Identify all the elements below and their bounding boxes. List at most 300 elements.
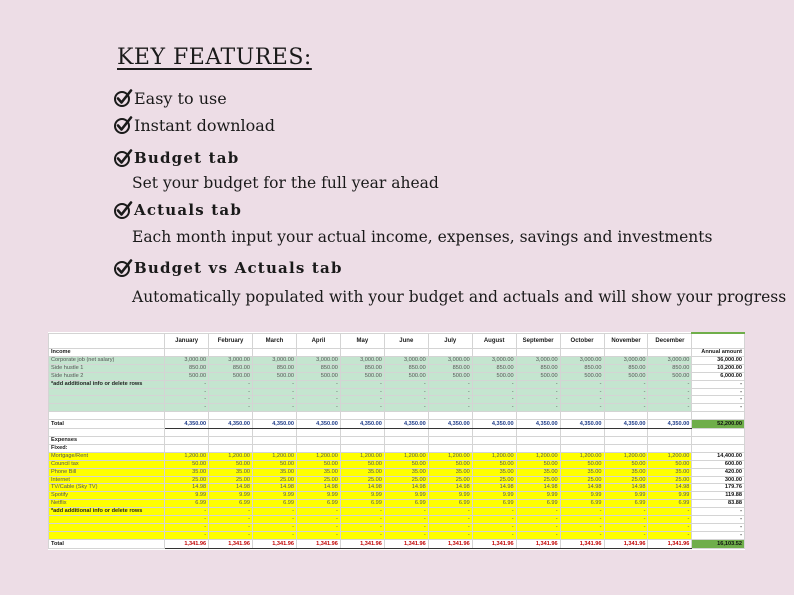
income-value: 850.00	[384, 364, 428, 372]
dash-cell: -	[384, 388, 428, 396]
income-total: 4,350.00	[604, 420, 648, 429]
dash-cell: -	[165, 396, 209, 404]
blank-cell	[428, 429, 472, 437]
check-circle-icon	[113, 200, 133, 220]
dash-cell: -	[604, 531, 648, 539]
income-annual: 10,200.00	[692, 364, 745, 372]
expense-row	[49, 484, 745, 492]
dash-cell: -	[165, 516, 209, 524]
spacer-row	[49, 429, 745, 437]
expense-value: 14.98	[340, 484, 384, 492]
expense-annual-total: 16,103.52	[692, 539, 745, 548]
income-value: 850.00	[560, 364, 604, 372]
expense-value: 9.99	[340, 492, 384, 500]
dash-cell: -	[516, 531, 560, 539]
blank-cell	[209, 444, 253, 452]
blank-cell	[209, 349, 253, 357]
income-value: 3,000.00	[340, 356, 384, 364]
dash-cell: -	[428, 380, 472, 388]
income-value: 850.00	[604, 364, 648, 372]
month-header: September	[516, 333, 560, 349]
income-value: 500.00	[516, 372, 560, 380]
blank-cell	[648, 437, 692, 445]
income-value: 3,000.00	[604, 356, 648, 364]
dash-cell: -	[296, 508, 340, 516]
income-value: 850.00	[472, 364, 516, 372]
expense-value: 25.00	[209, 476, 253, 484]
income-label: Corporate job (net salary)	[49, 356, 165, 364]
expense-label: Phone Bill	[49, 468, 165, 476]
annual-header-spacer	[692, 333, 745, 349]
dash-cell: -	[560, 531, 604, 539]
empty-label	[49, 524, 165, 532]
blank-cell	[428, 437, 472, 445]
month-header: August	[472, 333, 516, 349]
expense-value: 14.98	[472, 484, 516, 492]
expense-value: 6.99	[253, 500, 297, 508]
expense-empty-row	[49, 524, 745, 532]
dash-annual: -	[692, 508, 745, 516]
expense-value: 1,200.00	[340, 452, 384, 460]
expense-value: 35.00	[428, 468, 472, 476]
feature-label: Easy to use	[134, 88, 227, 108]
expense-value: 1,200.00	[209, 452, 253, 460]
check-circle-icon	[113, 115, 133, 135]
blank-cell	[692, 444, 745, 452]
income-total: 4,350.00	[253, 420, 297, 429]
expense-value: 25.00	[472, 476, 516, 484]
dash-cell: -	[384, 380, 428, 388]
expense-value: 14.98	[296, 484, 340, 492]
expense-value: 50.00	[648, 460, 692, 468]
blank-cell	[604, 349, 648, 357]
dash-cell: -	[648, 524, 692, 532]
dash-cell: -	[472, 380, 516, 388]
expense-annual: 300.00	[692, 476, 745, 484]
dash-annual: -	[692, 516, 745, 524]
blank-cell	[209, 437, 253, 445]
income-empty-row	[49, 404, 745, 412]
expense-value: 14.98	[253, 484, 297, 492]
blank-cell	[165, 412, 209, 420]
dash-cell: -	[165, 524, 209, 532]
expense-value: 25.00	[296, 476, 340, 484]
month-header-row	[49, 333, 745, 349]
expense-value: 6.99	[340, 500, 384, 508]
expense-value: 50.00	[472, 460, 516, 468]
expense-value: 1,200.00	[428, 452, 472, 460]
expense-value: 6.99	[648, 500, 692, 508]
dash-cell: -	[384, 531, 428, 539]
dash-cell: -	[165, 404, 209, 412]
dash-cell: -	[604, 380, 648, 388]
check-circle-icon	[113, 148, 133, 168]
dash-cell: -	[209, 516, 253, 524]
budget-spreadsheet-preview	[48, 332, 745, 550]
blank-cell	[209, 412, 253, 420]
dash-cell: -	[384, 524, 428, 532]
income-total: 4,350.00	[428, 420, 472, 429]
expense-value: 9.99	[209, 492, 253, 500]
expense-value: 35.00	[516, 468, 560, 476]
expense-value: 14.98	[209, 484, 253, 492]
dash-cell: -	[648, 508, 692, 516]
blank-cell	[472, 444, 516, 452]
expense-row	[49, 452, 745, 460]
income-total: 4,350.00	[516, 420, 560, 429]
dash-cell: -	[165, 508, 209, 516]
empty-label	[49, 531, 165, 539]
dash-cell: -	[253, 380, 297, 388]
expense-total: 1,341.96	[472, 539, 516, 548]
income-value: 3,000.00	[560, 356, 604, 364]
expense-total: 1,341.96	[516, 539, 560, 548]
dash-cell: -	[209, 396, 253, 404]
expense-label: Internet	[49, 476, 165, 484]
dash-cell: -	[296, 396, 340, 404]
expense-value: 25.00	[340, 476, 384, 484]
empty-label	[49, 404, 165, 412]
dash-cell: -	[253, 508, 297, 516]
expense-value: 50.00	[384, 460, 428, 468]
dash-cell: -	[516, 404, 560, 412]
blank-cell	[253, 444, 297, 452]
dash-cell: -	[209, 524, 253, 532]
blank-cell	[604, 429, 648, 437]
dash-cell: -	[560, 396, 604, 404]
dash-cell: -	[296, 388, 340, 396]
blank-cell	[165, 437, 209, 445]
income-value: 500.00	[428, 372, 472, 380]
blank-cell	[296, 349, 340, 357]
dash-cell: -	[209, 404, 253, 412]
income-title: Income	[49, 349, 165, 357]
blank-cell	[428, 412, 472, 420]
blank-cell	[604, 412, 648, 420]
income-value: 500.00	[604, 372, 648, 380]
expense-label: Spotify	[49, 492, 165, 500]
dash-cell: -	[428, 508, 472, 516]
dash-cell: -	[604, 524, 648, 532]
expense-total: 1,341.96	[604, 539, 648, 548]
dash-cell: -	[516, 396, 560, 404]
blank-cell	[340, 412, 384, 420]
dash-cell: -	[472, 404, 516, 412]
dash-cell: -	[428, 516, 472, 524]
dash-cell: -	[428, 524, 472, 532]
dash-cell: -	[648, 388, 692, 396]
blank-cell	[165, 349, 209, 357]
dash-cell: -	[165, 531, 209, 539]
blank-cell	[296, 429, 340, 437]
expense-value: 6.99	[472, 500, 516, 508]
dash-cell: -	[253, 404, 297, 412]
dash-cell: -	[384, 396, 428, 404]
income-value: 850.00	[428, 364, 472, 372]
blank-cell	[253, 429, 297, 437]
blank-cell	[472, 429, 516, 437]
income-annual: 6,000.00	[692, 372, 745, 380]
expense-value: 6.99	[560, 500, 604, 508]
expense-value: 25.00	[428, 476, 472, 484]
dash-annual: -	[692, 524, 745, 532]
blank-cell	[49, 412, 165, 420]
expense-value: 25.00	[648, 476, 692, 484]
blank-cell	[560, 444, 604, 452]
blank-cell	[560, 429, 604, 437]
blank-cell	[560, 349, 604, 357]
dash-cell: -	[560, 404, 604, 412]
expense-value: 35.00	[472, 468, 516, 476]
expense-value: 9.99	[648, 492, 692, 500]
expense-row	[49, 476, 745, 484]
dash-cell: -	[516, 508, 560, 516]
dash-cell: -	[648, 396, 692, 404]
dash-cell: -	[253, 516, 297, 524]
fixed-title: Fixed:	[49, 444, 165, 452]
expense-label: Netflix	[49, 500, 165, 508]
expense-value: 25.00	[165, 476, 209, 484]
expense-total: 1,341.96	[209, 539, 253, 548]
expense-total: 1,341.96	[560, 539, 604, 548]
expense-annual: 14,400.00	[692, 452, 745, 460]
expenses-section-row	[49, 437, 745, 445]
expense-value: 1,200.00	[648, 452, 692, 460]
expense-value: 1,200.00	[253, 452, 297, 460]
income-total: 4,350.00	[560, 420, 604, 429]
income-value: 500.00	[560, 372, 604, 380]
income-total: 4,350.00	[209, 420, 253, 429]
blank-cell	[340, 444, 384, 452]
income-value: 850.00	[209, 364, 253, 372]
expense-value: 14.98	[560, 484, 604, 492]
dash-cell: -	[648, 516, 692, 524]
dash-cell: -	[340, 516, 384, 524]
dash-cell: -	[165, 388, 209, 396]
feature-label: Budget tab	[134, 149, 240, 167]
income-value: 3,000.00	[165, 356, 209, 364]
empty-label	[49, 516, 165, 524]
dash-cell: -	[472, 531, 516, 539]
empty-label	[49, 388, 165, 396]
expense-row	[49, 500, 745, 508]
income-value: 3,000.00	[253, 356, 297, 364]
income-section-row	[49, 349, 745, 357]
expense-value: 50.00	[340, 460, 384, 468]
blank-cell	[428, 444, 472, 452]
dash-cell: -	[516, 380, 560, 388]
expense-total: 1,341.96	[165, 539, 209, 548]
expense-value: 1,200.00	[560, 452, 604, 460]
dash-cell: -	[428, 396, 472, 404]
expense-value: 6.99	[165, 500, 209, 508]
expense-value: 6.99	[209, 500, 253, 508]
income-value: 3,000.00	[384, 356, 428, 364]
income-value: 850.00	[296, 364, 340, 372]
dash-cell: -	[209, 388, 253, 396]
expense-total: 1,341.96	[253, 539, 297, 548]
income-total-row	[49, 420, 745, 429]
month-header: January	[165, 333, 209, 349]
income-value: 850.00	[253, 364, 297, 372]
blank-cell	[340, 349, 384, 357]
blank-cell	[49, 429, 165, 437]
feature-budget-tab	[113, 148, 239, 168]
expense-value: 9.99	[472, 492, 516, 500]
expense-value: 6.99	[428, 500, 472, 508]
expense-value: 1,200.00	[516, 452, 560, 460]
check-circle-icon	[113, 258, 133, 278]
expense-value: 14.98	[428, 484, 472, 492]
expense-value: 25.00	[560, 476, 604, 484]
income-value: 3,000.00	[648, 356, 692, 364]
income-value: 500.00	[165, 372, 209, 380]
expense-label: Mortgage/Rent	[49, 452, 165, 460]
corner-cell	[49, 333, 165, 349]
dash-cell: -	[560, 508, 604, 516]
blank-cell	[604, 444, 648, 452]
dash-cell: -	[253, 388, 297, 396]
month-header: March	[253, 333, 297, 349]
blank-cell	[516, 349, 560, 357]
feature-description: Each month input your actual income, expenses, savings and investments	[132, 228, 713, 246]
expense-empty-row	[49, 531, 745, 539]
expense-total: 1,341.96	[428, 539, 472, 548]
total-label: Total	[49, 420, 165, 429]
expense-value: 1,200.00	[296, 452, 340, 460]
income-label: Side hustle 2	[49, 372, 165, 380]
empty-label	[49, 396, 165, 404]
dash-cell: -	[296, 524, 340, 532]
expense-value: 25.00	[604, 476, 648, 484]
blank-cell	[692, 437, 745, 445]
expense-total-row	[49, 539, 745, 548]
income-value: 500.00	[384, 372, 428, 380]
dash-cell: -	[384, 508, 428, 516]
expense-value: 25.00	[516, 476, 560, 484]
expense-value: 50.00	[296, 460, 340, 468]
expense-value: 9.99	[516, 492, 560, 500]
dash-cell: -	[340, 508, 384, 516]
blank-cell	[692, 412, 745, 420]
note-label: *add additional info or delete rows	[49, 380, 165, 388]
dash-cell: -	[560, 516, 604, 524]
blank-cell	[560, 437, 604, 445]
expense-value: 1,200.00	[604, 452, 648, 460]
budget-table	[48, 332, 745, 549]
blank-cell	[472, 437, 516, 445]
blank-cell	[516, 444, 560, 452]
dash-cell: -	[472, 524, 516, 532]
expense-total: 1,341.96	[340, 539, 384, 548]
dash-cell: -	[209, 508, 253, 516]
blank-cell	[296, 437, 340, 445]
dash-annual: -	[692, 404, 745, 412]
income-total: 4,350.00	[648, 420, 692, 429]
check-circle-icon	[113, 88, 133, 108]
blank-cell	[516, 429, 560, 437]
income-row	[49, 372, 745, 380]
dash-cell: -	[516, 524, 560, 532]
dash-cell: -	[604, 388, 648, 396]
dash-cell: -	[604, 508, 648, 516]
expense-value: 50.00	[560, 460, 604, 468]
income-value: 500.00	[209, 372, 253, 380]
expense-value: 1,200.00	[472, 452, 516, 460]
month-header: May	[340, 333, 384, 349]
blank-cell	[384, 412, 428, 420]
dash-cell: -	[340, 388, 384, 396]
blank-cell	[472, 412, 516, 420]
dash-annual: -	[692, 396, 745, 404]
dash-cell: -	[296, 516, 340, 524]
blank-cell	[516, 412, 560, 420]
blank-cell	[165, 444, 209, 452]
expense-row	[49, 492, 745, 500]
expense-value: 50.00	[253, 460, 297, 468]
fixed-section-row	[49, 444, 745, 452]
expense-note-row	[49, 508, 745, 516]
feature-description: Automatically populated with your budget and actuals and will show your progress	[132, 288, 787, 306]
expense-value: 14.98	[516, 484, 560, 492]
blank-cell	[648, 349, 692, 357]
annual-header: Annual amount	[692, 349, 745, 357]
expense-value: 14.98	[165, 484, 209, 492]
dash-cell: -	[340, 531, 384, 539]
income-row	[49, 356, 745, 364]
expense-row	[49, 468, 745, 476]
income-total: 4,350.00	[472, 420, 516, 429]
dash-cell: -	[340, 524, 384, 532]
dash-cell: -	[296, 531, 340, 539]
expense-annual: 600.00	[692, 460, 745, 468]
income-annual-total: 52,200.00	[692, 420, 745, 429]
blank-cell	[648, 429, 692, 437]
expenses-title: Expenses	[49, 437, 165, 445]
month-header: November	[604, 333, 648, 349]
expense-value: 50.00	[209, 460, 253, 468]
feature-label: Instant download	[134, 115, 276, 135]
expense-value: 35.00	[165, 468, 209, 476]
expense-value: 6.99	[516, 500, 560, 508]
expense-total: 1,341.96	[648, 539, 692, 548]
dash-cell: -	[384, 516, 428, 524]
dash-annual: -	[692, 380, 745, 388]
expense-value: 14.98	[604, 484, 648, 492]
income-empty-row	[49, 396, 745, 404]
blank-cell	[516, 437, 560, 445]
dash-cell: -	[648, 380, 692, 388]
blank-cell	[253, 437, 297, 445]
expense-value: 9.99	[165, 492, 209, 500]
income-value: 500.00	[340, 372, 384, 380]
blank-cell	[428, 349, 472, 357]
dash-cell: -	[340, 404, 384, 412]
blank-cell	[253, 412, 297, 420]
expense-value: 35.00	[340, 468, 384, 476]
expense-value: 50.00	[604, 460, 648, 468]
expense-annual: 420.00	[692, 468, 745, 476]
expense-value: 50.00	[428, 460, 472, 468]
income-value: 500.00	[253, 372, 297, 380]
feature-budget-vs-actuals-tab	[113, 258, 343, 278]
dash-cell: -	[296, 404, 340, 412]
blank-cell	[648, 444, 692, 452]
income-value: 3,000.00	[516, 356, 560, 364]
blank-cell	[340, 437, 384, 445]
dash-cell: -	[253, 396, 297, 404]
income-value: 850.00	[340, 364, 384, 372]
